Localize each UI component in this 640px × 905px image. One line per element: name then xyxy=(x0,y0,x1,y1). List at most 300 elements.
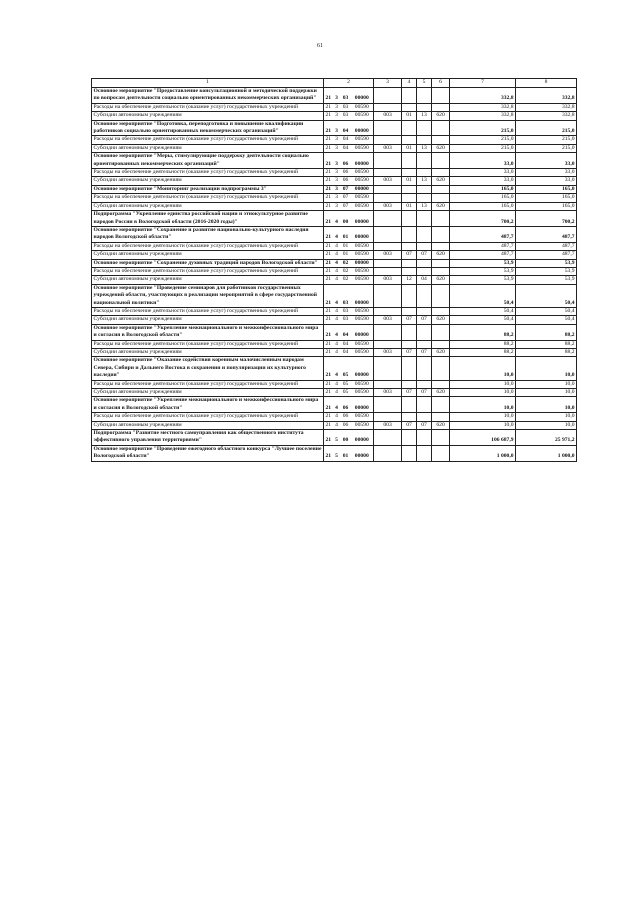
department-code-cell xyxy=(374,194,402,202)
table-row xyxy=(92,349,577,357)
target-code-part: 00590 xyxy=(351,421,374,429)
amount-col8-cell: 332,8 xyxy=(516,103,577,111)
department-code-cell: 003 xyxy=(374,251,402,259)
amount-col8-cell: 50,4 xyxy=(516,316,577,324)
subsection-code-cell: 04 xyxy=(417,276,432,284)
target-code-part: 5 xyxy=(333,430,341,446)
department-code-cell xyxy=(374,397,402,413)
amount-col7-cell: 487,7 xyxy=(450,251,516,259)
target-code-part: 4 xyxy=(333,380,341,388)
section-code-cell xyxy=(402,226,417,242)
table-row xyxy=(92,136,577,144)
department-code-cell xyxy=(374,267,402,275)
row-name-cell: Субсидии автономным учреждениям xyxy=(92,112,324,120)
target-code-part: 01 xyxy=(341,242,351,250)
amount-col8-cell: 165,0 xyxy=(516,194,577,202)
target-code-part: 03 xyxy=(341,103,351,111)
target-code-part: 4 xyxy=(333,421,341,429)
amount-col7-cell: 10,0 xyxy=(450,380,516,388)
amount-col8-cell: 10,0 xyxy=(516,357,577,380)
section-code-cell xyxy=(402,307,417,315)
row-name-cell: Расходы на обеспечение деятельности (оказание услуг) государственных учреждений xyxy=(92,136,324,144)
section-code-cell: 01 xyxy=(402,144,417,152)
target-code-part: 21 xyxy=(325,136,332,143)
target-code-part: 00590 xyxy=(351,169,374,177)
target-code-part: 21 xyxy=(324,153,333,169)
subsection-code-cell: 13 xyxy=(417,112,432,120)
subsection-code-cell xyxy=(417,169,432,177)
section-code-cell: 07 xyxy=(402,349,417,357)
target-code-part: 00590 xyxy=(351,267,374,275)
department-code-cell xyxy=(374,380,402,388)
target-code-part: 00000 xyxy=(351,185,374,193)
target-code-part: 00590 xyxy=(351,307,374,315)
expense-type-cell xyxy=(432,103,450,111)
header-cell: 4 xyxy=(402,79,417,88)
subsection-code-cell: 07 xyxy=(417,421,432,429)
expense-type-cell xyxy=(432,88,450,104)
amount-col7-cell: 53,9 xyxy=(450,267,516,275)
table-row xyxy=(92,380,577,388)
department-code-cell xyxy=(374,211,402,227)
amount-col7-cell: 50,4 xyxy=(450,284,516,307)
subsection-code-cell xyxy=(417,340,432,348)
target-code-part: 21 xyxy=(325,307,332,314)
target-code-part: 21 xyxy=(324,211,333,227)
target-code-part: 00590 xyxy=(351,194,374,202)
amount-col7-cell: 106 687,9 xyxy=(450,430,516,446)
target-code-part: 05 xyxy=(341,389,351,397)
target-code-part: 4 xyxy=(333,267,341,275)
target-code-part: 4 xyxy=(333,242,341,250)
target-code-part: 4 xyxy=(333,251,341,259)
target-code-part: 21 xyxy=(324,397,333,413)
target-code-part: 21 xyxy=(325,340,332,347)
section-code-cell xyxy=(402,120,417,136)
amount-col8-cell: 33,0 xyxy=(516,169,577,177)
row-name-cell: Подпрограмма "Укрепление единства российской нации и этнокультурное развитие народов России в Вологодской области (2016-2020 годы)" xyxy=(92,211,324,227)
expense-type-cell xyxy=(432,267,450,275)
table-row xyxy=(92,284,577,307)
target-code-part: 00590 xyxy=(351,242,374,250)
target-code-part: 03 xyxy=(341,112,351,120)
header-cell: 2 xyxy=(324,79,374,88)
amount-col8-cell: 88,2 xyxy=(516,349,577,357)
subsection-code-cell xyxy=(417,267,432,275)
amount-col7-cell: 165,0 xyxy=(450,185,516,193)
department-code-cell: 003 xyxy=(374,389,402,397)
expense-type-cell: 620 xyxy=(432,177,450,185)
header-cell: 5 xyxy=(417,79,432,88)
amount-col8-cell: 1 000,0 xyxy=(516,445,577,461)
target-code-part: 4 xyxy=(333,307,341,315)
amount-col7-cell: 33,0 xyxy=(450,153,516,169)
table-row xyxy=(92,413,577,421)
row-name-cell: Расходы на обеспечение деятельности (оказание услуг) государственных учреждений xyxy=(92,380,324,388)
table-row xyxy=(92,421,577,429)
expense-type-cell xyxy=(432,307,450,315)
amount-col8-cell: 10,0 xyxy=(516,389,577,397)
target-code-part: 03 xyxy=(341,284,351,307)
amount-col7-cell: 53,9 xyxy=(450,259,516,267)
department-code-cell: 003 xyxy=(374,144,402,152)
expense-type-cell: 620 xyxy=(432,276,450,284)
row-name-cell: Субсидии автономным учреждениям xyxy=(92,251,324,259)
amount-col7-cell: 50,4 xyxy=(450,316,516,324)
target-code-part: 21 xyxy=(324,324,333,340)
target-code-part: 4 xyxy=(333,413,341,421)
expense-type-cell xyxy=(432,226,450,242)
target-code-part: 03 xyxy=(341,307,351,315)
table-row xyxy=(92,324,577,340)
subsection-code-cell xyxy=(417,430,432,446)
table-row xyxy=(92,194,577,202)
table-row xyxy=(92,169,577,177)
row-name-cell: Субсидии автономным учреждениям xyxy=(92,276,324,284)
department-code-cell: 003 xyxy=(374,349,402,357)
target-code-part: 02 xyxy=(341,259,351,267)
header-cell: 6 xyxy=(432,79,450,88)
amount-col7-cell: 53,9 xyxy=(450,276,516,284)
target-code-part: 06 xyxy=(341,397,351,413)
row-name-cell: Субсидии автономным учреждениям xyxy=(92,349,324,357)
target-code-part: 3 xyxy=(333,120,341,136)
target-code-part: 00000 xyxy=(351,211,374,227)
amount-col8-cell: 215,0 xyxy=(516,136,577,144)
subsection-code-cell: 07 xyxy=(417,349,432,357)
target-code-part: 21 xyxy=(324,284,333,307)
amount-col8-cell: 53,9 xyxy=(516,259,577,267)
department-code-cell xyxy=(374,103,402,111)
target-code-part: 3 xyxy=(333,103,341,111)
table-row xyxy=(92,276,577,284)
expense-type-cell: 620 xyxy=(432,112,450,120)
amount-col8-cell: 53,9 xyxy=(516,276,577,284)
expense-type-cell xyxy=(432,380,450,388)
target-code-part: 4 xyxy=(333,226,341,242)
section-code-cell xyxy=(402,136,417,144)
target-code-part: 04 xyxy=(341,349,351,357)
row-name-cell: Основное мероприятие "Укрепление межнационального и межконфессионального мира и согласия в Вологодской области" xyxy=(92,324,324,340)
table-row xyxy=(92,88,577,104)
amount-col8-cell: 88,2 xyxy=(516,324,577,340)
target-code-part: 21 xyxy=(325,316,332,323)
target-code-part: 00000 xyxy=(351,324,374,340)
subsection-code-cell: 13 xyxy=(417,144,432,152)
row-name-cell: Расходы на обеспечение деятельности (оказание услуг) государственных учреждений xyxy=(92,103,324,111)
amount-col7-cell: 165,0 xyxy=(450,202,516,210)
subsection-code-cell xyxy=(417,153,432,169)
section-code-cell xyxy=(402,445,417,461)
row-name-cell: Основное мероприятие "Меры, стимулирующие поддержку деятельности социально ориентированных некоммерческих организаций" xyxy=(92,153,324,169)
target-code-part: 4 xyxy=(333,284,341,307)
table-row xyxy=(92,103,577,111)
target-code-part: 21 xyxy=(325,144,332,151)
target-code-part: 00000 xyxy=(351,284,374,307)
subsection-code-cell xyxy=(417,88,432,104)
table-row xyxy=(92,445,577,461)
amount-col8-cell: 165,0 xyxy=(516,185,577,193)
target-code-part: 4 xyxy=(333,340,341,348)
target-code-part: 00000 xyxy=(351,259,374,267)
target-code-part: 00590 xyxy=(351,251,374,259)
target-code-part: 01 xyxy=(341,445,351,461)
department-code-cell xyxy=(374,226,402,242)
amount-col7-cell: 10,0 xyxy=(450,397,516,413)
subsection-code-cell xyxy=(417,211,432,227)
table-row xyxy=(92,185,577,193)
section-code-cell xyxy=(402,284,417,307)
subsection-code-cell xyxy=(417,380,432,388)
department-code-cell: 003 xyxy=(374,112,402,120)
target-code-part: 00000 xyxy=(351,88,374,104)
expense-type-cell: 620 xyxy=(432,251,450,259)
target-code-part: 21 xyxy=(325,242,332,249)
amount-col8-cell: 165,0 xyxy=(516,202,577,210)
table-row xyxy=(92,340,577,348)
amount-col8-cell: 10,0 xyxy=(516,413,577,421)
table-row xyxy=(92,211,577,227)
target-code-part: 3 xyxy=(333,144,341,152)
target-code-part: 00590 xyxy=(351,144,374,152)
subsection-code-cell xyxy=(417,226,432,242)
amount-col8-cell: 487,7 xyxy=(516,251,577,259)
target-code-part: 02 xyxy=(341,267,351,275)
department-code-cell xyxy=(374,324,402,340)
target-code-part: 00000 xyxy=(351,430,374,446)
amount-col7-cell: 165,0 xyxy=(450,194,516,202)
expense-type-cell xyxy=(432,120,450,136)
expense-type-cell xyxy=(432,185,450,193)
target-code-part: 21 xyxy=(325,112,332,119)
row-name-cell: Субсидии автономным учреждениям xyxy=(92,202,324,210)
row-name-cell: Основное мероприятие "Оказание содействия коренным малочисленным народам Севера, Сибири и Дальнего Востока в сохранении и популяризации их культурного наследия" xyxy=(92,357,324,380)
subsection-code-cell: 07 xyxy=(417,316,432,324)
target-code-part: 00000 xyxy=(351,397,374,413)
amount-col7-cell: 215,0 xyxy=(450,120,516,136)
section-code-cell xyxy=(402,88,417,104)
expense-type-cell: 620 xyxy=(432,349,450,357)
amount-col7-cell: 487,7 xyxy=(450,226,516,242)
table-row xyxy=(92,430,577,446)
department-code-cell: 003 xyxy=(374,202,402,210)
target-code-part: 00590 xyxy=(351,112,374,120)
subsection-code-cell xyxy=(417,136,432,144)
row-name-cell: Субсидии автономным учреждениям xyxy=(92,144,324,152)
target-code-part: 21 xyxy=(325,349,332,355)
amount-col8-cell: 700,2 xyxy=(516,211,577,227)
section-code-cell xyxy=(402,324,417,340)
amount-col8-cell: 50,4 xyxy=(516,284,577,307)
table-row xyxy=(92,267,577,275)
section-code-cell xyxy=(402,103,417,111)
target-code-part: 00590 xyxy=(351,340,374,348)
target-code-part: 06 xyxy=(341,153,351,169)
target-code-part: 3 xyxy=(333,185,341,193)
department-code-cell xyxy=(374,136,402,144)
amount-col7-cell: 700,2 xyxy=(450,211,516,227)
subsection-code-cell xyxy=(417,242,432,250)
amount-col7-cell: 1 000,0 xyxy=(450,445,516,461)
amount-col8-cell: 33,0 xyxy=(516,177,577,185)
subsection-code-cell xyxy=(417,324,432,340)
expense-type-cell xyxy=(432,413,450,421)
target-code-part: 00590 xyxy=(351,202,374,210)
row-name-cell: Основное мероприятие "Укрепление межнационального и межконфессионального мира и согласия в Вологодской области" xyxy=(92,397,324,413)
department-code-cell xyxy=(374,185,402,193)
section-code-cell: 07 xyxy=(402,251,417,259)
target-code-part: 04 xyxy=(341,144,351,152)
section-code-cell xyxy=(402,169,417,177)
table-row xyxy=(92,226,577,242)
expense-type-cell: 620 xyxy=(432,316,450,324)
target-code-part: 4 xyxy=(333,211,341,227)
department-code-cell: 003 xyxy=(374,316,402,324)
target-code-part: 00000 xyxy=(351,226,374,242)
subsection-code-cell: 13 xyxy=(417,202,432,210)
target-code-part: 06 xyxy=(341,413,351,421)
department-code-cell xyxy=(374,259,402,267)
target-code-part: 3 xyxy=(333,88,341,104)
target-code-part: 00000 xyxy=(351,357,374,380)
amount-col8-cell: 10,0 xyxy=(516,421,577,429)
target-code-part: 07 xyxy=(341,194,351,202)
target-code-part: 3 xyxy=(333,136,341,144)
section-code-cell: 07 xyxy=(402,421,417,429)
target-code-part: 00590 xyxy=(351,413,374,421)
target-code-part: 01 xyxy=(341,251,351,259)
subsection-code-cell: 07 xyxy=(417,389,432,397)
expense-type-cell xyxy=(432,445,450,461)
subsection-code-cell xyxy=(417,284,432,307)
section-code-cell xyxy=(402,380,417,388)
target-code-part: 05 xyxy=(341,380,351,388)
target-code-part: 02 xyxy=(341,276,351,284)
section-code-cell xyxy=(402,267,417,275)
department-code-cell xyxy=(374,413,402,421)
expense-type-cell xyxy=(432,340,450,348)
section-code-cell: 12 xyxy=(402,276,417,284)
subsection-code-cell xyxy=(417,307,432,315)
section-code-cell xyxy=(402,259,417,267)
amount-col7-cell: 10,0 xyxy=(450,389,516,397)
row-name-cell: Расходы на обеспечение деятельности (оказание услуг) государственных учреждений xyxy=(92,307,324,315)
table-row xyxy=(92,251,577,259)
expense-type-cell xyxy=(432,259,450,267)
department-code-cell xyxy=(374,88,402,104)
target-code-part: 21 xyxy=(324,445,333,461)
subsection-code-cell: 07 xyxy=(417,251,432,259)
target-code-part: 00590 xyxy=(351,103,374,111)
section-code-cell: 07 xyxy=(402,316,417,324)
row-name-cell: Подпрограмма "Развитие местного самоуправления как общественного института эффективного управления территориями" xyxy=(92,430,324,446)
department-code-cell: 003 xyxy=(374,177,402,185)
target-code-part: 21 xyxy=(324,226,333,242)
row-name-cell: Расходы на обеспечение деятельности (оказание услуг) государственных учреждений xyxy=(92,267,324,275)
subsection-code-cell xyxy=(417,259,432,267)
row-name-cell: Субсидии автономным учреждениям xyxy=(92,389,324,397)
amount-col8-cell: 487,7 xyxy=(516,242,577,250)
target-code-part: 21 xyxy=(325,421,332,428)
target-code-part: 03 xyxy=(341,88,351,104)
target-code-part: 00000 xyxy=(351,153,374,169)
amount-col7-cell: 332,8 xyxy=(450,88,516,104)
department-code-cell xyxy=(374,430,402,446)
table-row xyxy=(92,112,577,120)
page-number: 61 xyxy=(317,43,323,49)
target-code-part: 21 xyxy=(324,430,333,446)
target-code-part: 3 xyxy=(333,194,341,202)
department-code-cell xyxy=(374,169,402,177)
target-code-part: 00000 xyxy=(351,120,374,136)
department-code-cell: 003 xyxy=(374,276,402,284)
target-code-part: 21 xyxy=(325,380,332,387)
target-code-part: 00590 xyxy=(351,380,374,388)
amount-col7-cell: 10,0 xyxy=(450,357,516,380)
target-code-part: 21 xyxy=(325,194,332,201)
amount-col7-cell: 487,7 xyxy=(450,242,516,250)
target-code-part: 06 xyxy=(341,177,351,185)
target-code-part: 4 xyxy=(333,259,341,267)
target-code-part: 04 xyxy=(341,120,351,136)
target-code-part: 00590 xyxy=(351,349,374,357)
amount-col7-cell: 215,0 xyxy=(450,144,516,152)
target-code-part: 21 xyxy=(325,389,332,396)
expense-type-cell: 620 xyxy=(432,421,450,429)
subsection-code-cell xyxy=(417,185,432,193)
row-name-cell: Основное мероприятие "Сохранение духовных традиций народов Вологодской области" xyxy=(92,259,324,267)
department-code-cell xyxy=(374,445,402,461)
target-code-part: 21 xyxy=(324,357,333,380)
expense-type-cell xyxy=(432,136,450,144)
header-cell: 8 xyxy=(516,79,577,88)
section-code-cell: 01 xyxy=(402,202,417,210)
table-row xyxy=(92,120,577,136)
table-row xyxy=(92,357,577,380)
table-header-row xyxy=(92,79,577,88)
expense-type-cell xyxy=(432,324,450,340)
subsection-code-cell xyxy=(417,445,432,461)
table-row xyxy=(92,307,577,315)
target-code-part: 00 xyxy=(341,430,351,446)
section-code-cell xyxy=(402,185,417,193)
budget-table xyxy=(91,78,577,462)
row-name-cell: Расходы на обеспечение деятельности (оказание услуг) государственных учреждений xyxy=(92,194,324,202)
expense-type-cell: 620 xyxy=(432,144,450,152)
amount-col7-cell: 10,0 xyxy=(450,421,516,429)
amount-col8-cell: 53,9 xyxy=(516,267,577,275)
target-code-part: 4 xyxy=(333,316,341,324)
department-code-cell xyxy=(374,242,402,250)
target-code-part: 00590 xyxy=(351,276,374,284)
subsection-code-cell xyxy=(417,397,432,413)
target-code-part: 06 xyxy=(341,421,351,429)
target-code-part: 3 xyxy=(333,112,341,120)
expense-type-cell xyxy=(432,194,450,202)
subsection-code-cell xyxy=(417,357,432,380)
amount-col8-cell: 332,8 xyxy=(516,88,577,104)
target-code-part: 21 xyxy=(325,202,332,209)
target-code-part: 5 xyxy=(333,445,341,461)
target-code-part: 21 xyxy=(324,120,333,136)
department-code-cell xyxy=(374,284,402,307)
target-code-part: 3 xyxy=(333,153,341,169)
expense-type-cell xyxy=(432,153,450,169)
target-code-part: 4 xyxy=(333,389,341,397)
expense-type-cell xyxy=(432,211,450,227)
section-code-cell xyxy=(402,194,417,202)
target-code-part: 03 xyxy=(341,316,351,324)
